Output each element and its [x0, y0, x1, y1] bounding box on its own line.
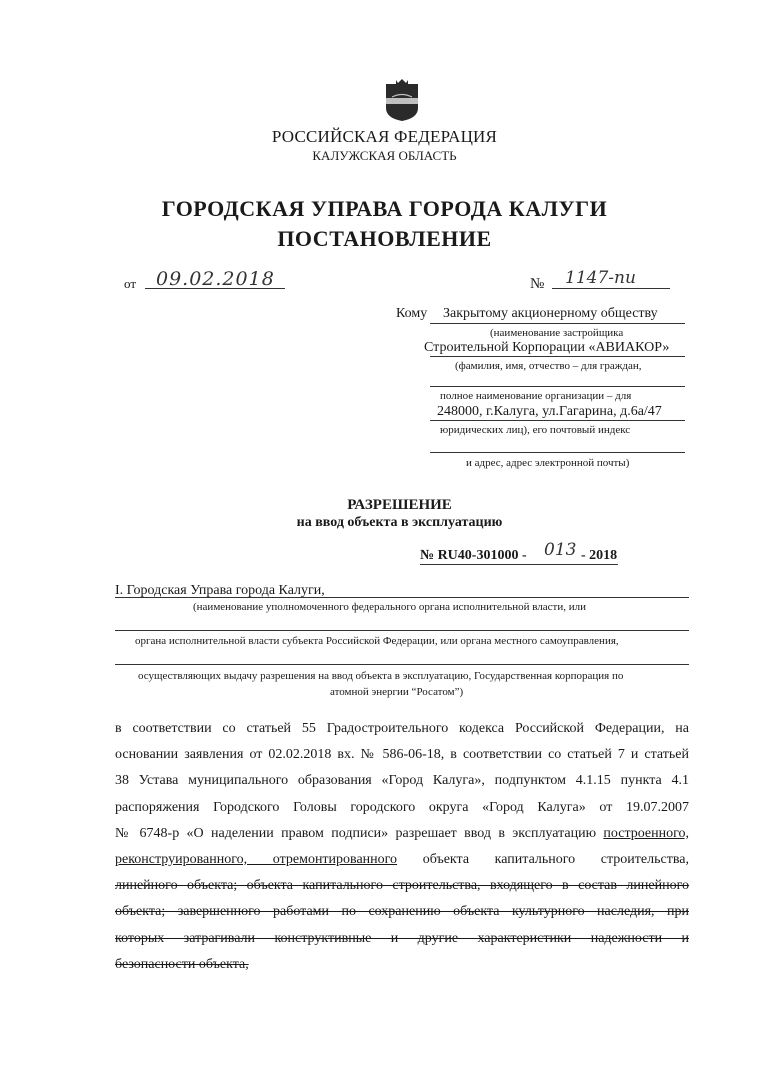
recipient-label: Кому	[396, 306, 428, 321]
recipient-underline-5	[430, 452, 685, 453]
recipient-hint-3: полное наименование организации – для	[440, 390, 632, 402]
permit-number-handwritten: 013	[544, 540, 577, 560]
section-1-underline-1	[115, 597, 689, 598]
number-label: №	[530, 276, 545, 292]
struck-line: безопасности объекта,	[115, 956, 249, 972]
body-line-text: объекта капитального строительства,	[397, 852, 689, 868]
permit-number-underline	[420, 564, 618, 565]
struck-line: линейного объекта; объекта капитального строительства, входящего в состав линейного	[115, 878, 689, 894]
recipient-name-line2: Строительной Корпорации «АВИАКОР»	[424, 340, 670, 355]
body-line: распоряжения Городского Головы городского округа «Город Калуга» от 19.07.2007	[115, 799, 689, 815]
struck-line: которых затрагивали конструктивные и другие характеристики надежности и	[115, 930, 689, 946]
recipient-address: 248000, г.Калуга, ул.Гагарина, д.6а/47	[437, 404, 662, 419]
recipient-hint-2: (фамилия, имя, отчество – для граждан,	[455, 360, 642, 372]
section-1-hint-3: осуществляющих выдачу разрешения на ввод объекта в эксплуатацию, Государственная корпорация по	[138, 670, 624, 682]
recipient-underline-3	[430, 386, 685, 387]
recipient-name-line1: Закрытому акционерному обществу	[443, 306, 658, 321]
underlined-option: построенного,	[603, 825, 689, 841]
permit-number-prefix: № RU40-301000 -	[420, 548, 527, 563]
section-1-hint-1: (наименование уполномоченного федерального органа исполнительной власти, или	[193, 601, 587, 613]
recipient-underline-1	[430, 323, 685, 324]
permit-number-year: - 2018	[581, 548, 618, 563]
section-1-underline-2	[115, 630, 689, 631]
body-line-text: № 6748-р «О наделении правом подписи» разрешает ввод в эксплуатацию	[115, 825, 604, 841]
permit-subtitle: на ввод объекта в эксплуатацию	[296, 515, 503, 530]
body-line	[115, 821, 689, 847]
struck-line: объекта; завершенного работами по сохранению объекта культурного наследия, при	[115, 904, 689, 920]
country-name: РОССИЙСКАЯ ФЕДЕРАЦИЯ	[271, 127, 498, 146]
document-type-title: ПОСТАНОВЛЕНИЕ	[277, 226, 492, 251]
recipient-underline-4	[430, 420, 685, 421]
body-line	[115, 847, 689, 873]
region-name: КАЛУЖСКАЯ ОБЛАСТЬ	[312, 148, 457, 163]
permit-title: РАЗРЕШЕНИЕ	[347, 497, 452, 513]
coat-of-arms-icon	[384, 78, 420, 122]
date-label: от	[124, 276, 137, 291]
date-handwritten: 09.02.2018	[156, 268, 275, 290]
recipient-hint-5: и адрес, адрес электронной почты)	[466, 457, 630, 469]
section-1-hint-4: атомной энергии “Росатом”)	[330, 686, 464, 698]
authority-title: ГОРОДСКАЯ УПРАВА ГОРОДА КАЛУГИ	[161, 196, 608, 221]
recipient-hint-1: (наименование застройщика	[490, 327, 624, 339]
body-line: основании заявления от 02.02.2018 вх. № 586-06-18, в соответствии со статьей 7 и статьей	[115, 747, 689, 763]
number-handwritten: 1147-пи	[565, 268, 636, 288]
recipient-underline-2	[430, 356, 685, 357]
section-1-hint-2: органа исполнительной власти субъекта Российской Федерации, или органа местного самоуправления,	[135, 635, 619, 647]
body-line: в соответствии со статьей 55 Градостроительного кодекса Российской Федерации, на	[115, 721, 689, 736]
section-1-authority: I. Городская Управа города Калуги,	[115, 583, 325, 598]
section-1-underline-3	[115, 664, 689, 665]
body-line: 38 Устава муниципального образования «Город Калуга», подпунктом 4.1.15 пункта 4.1	[115, 773, 689, 789]
number-underline	[552, 288, 670, 289]
struck-options: реконструированного, отремонтированного	[115, 852, 398, 868]
recipient-hint-4: юридических лиц), его почтовый индекс	[440, 424, 631, 436]
body-paragraph	[115, 716, 689, 978]
